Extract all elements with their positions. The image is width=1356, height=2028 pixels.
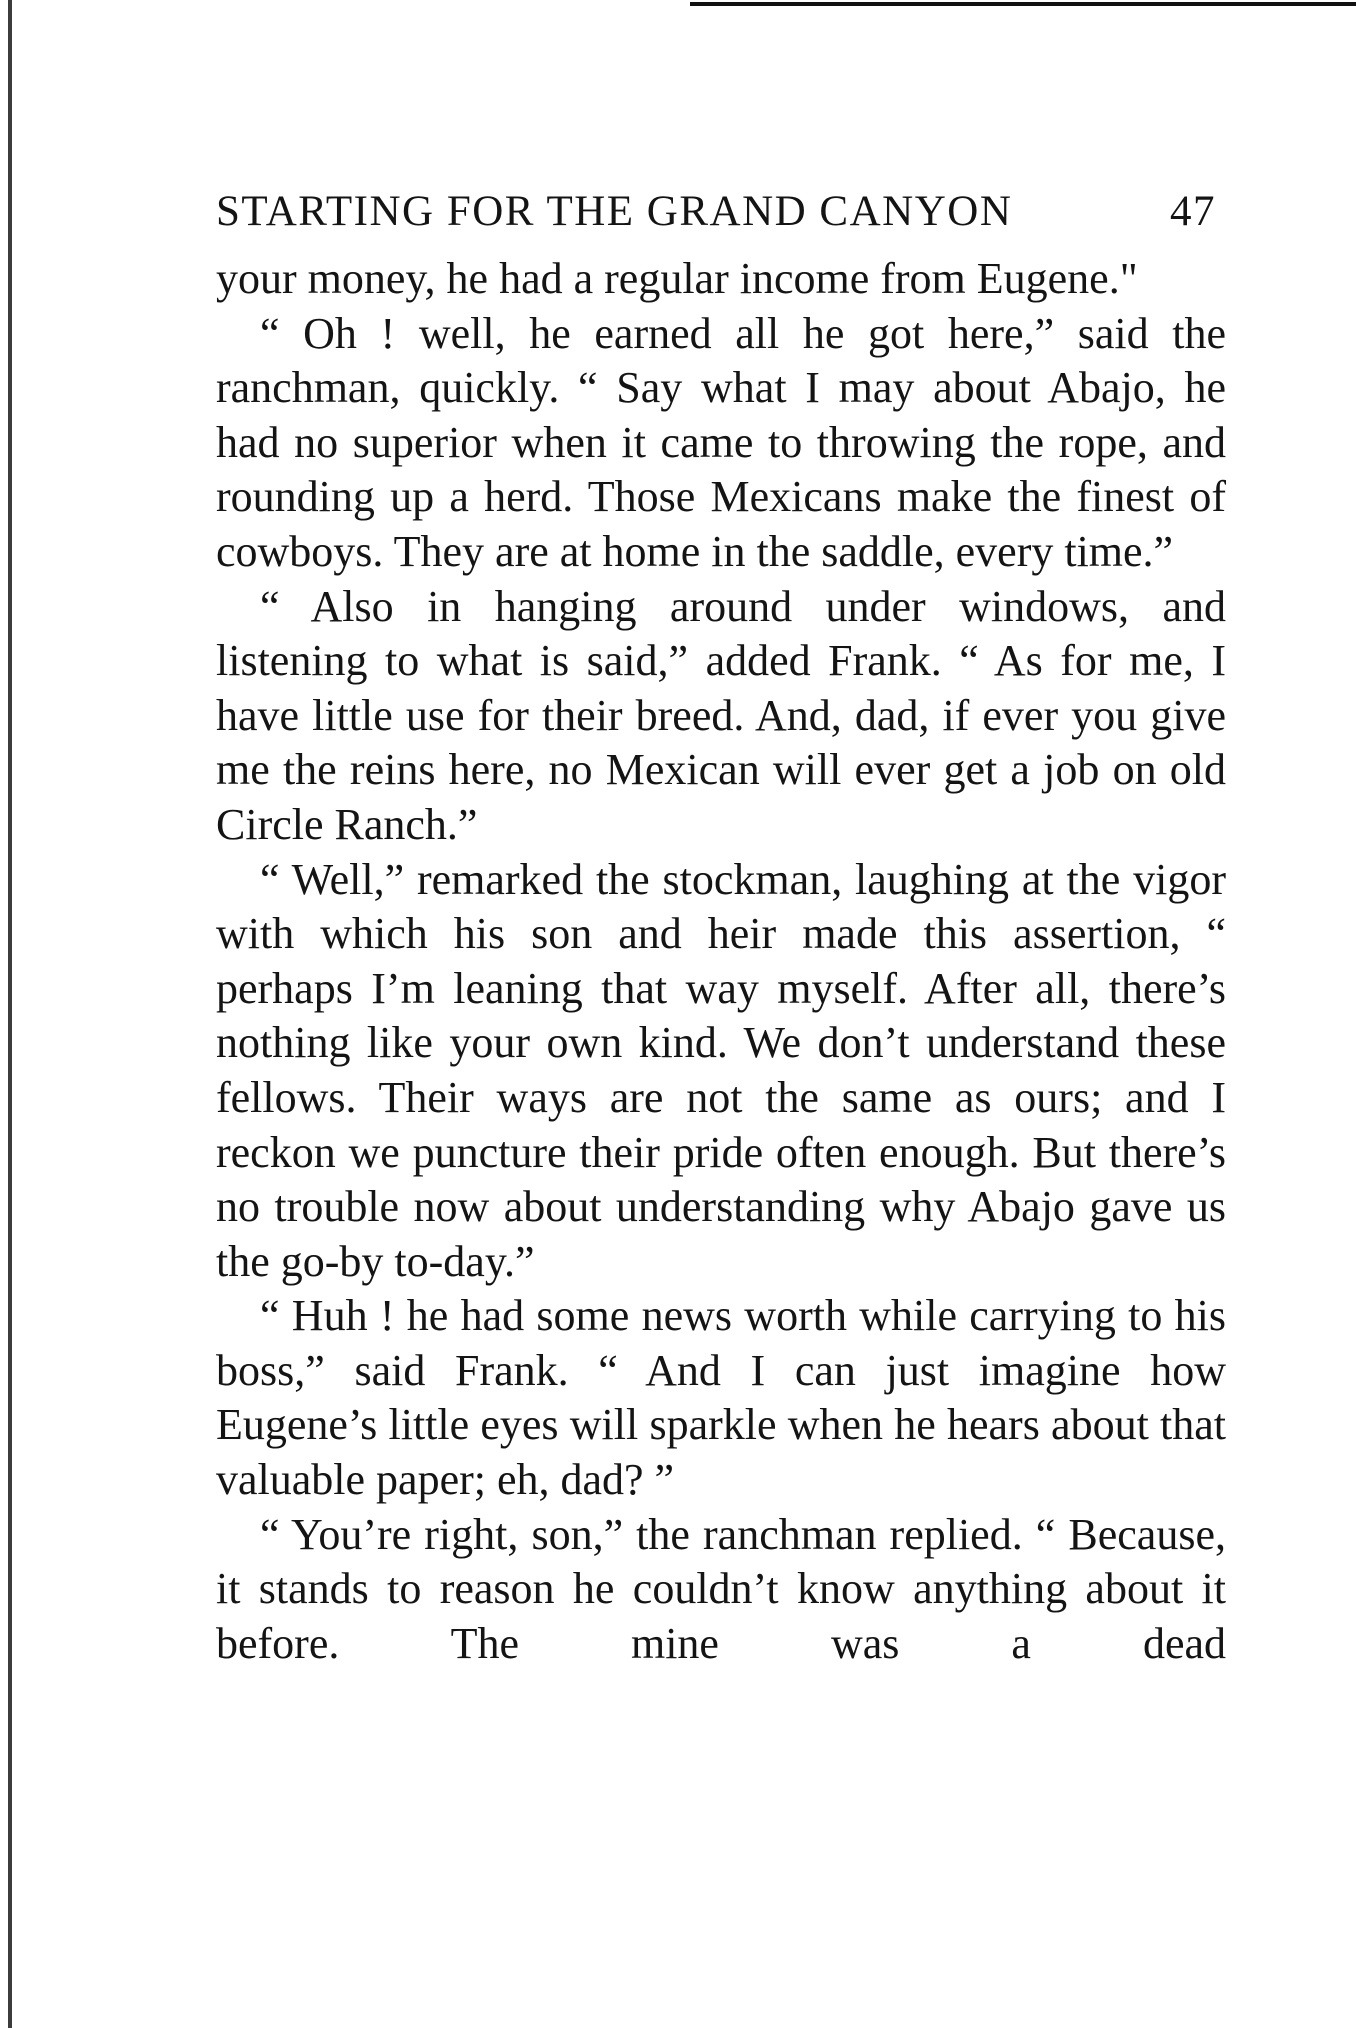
page-edge-shadow xyxy=(8,0,12,2028)
book-page xyxy=(216,180,1226,1671)
paragraph-4: “ Well,” remarked the stockman, laughing at the vigor with which his son and heir made this assertion, “ perhaps I’m leaning that way myself. After all, there’s nothing like your own kind. We don’t understand these fellows. Their ways are not the same as ours; and I reckon we puncture their pride often enough. But there’s no trouble now about understanding why Abajo gave us the go-by to-day.” xyxy=(216,854,1226,1286)
paragraph-3: “ Also in hanging around under windows, and listening to what is said,” added Frank. “ As for me, I have little use for their breed. And, dad, if ever you give me the reins here, no Mexican will ever get a job on old Circle Ranch.” xyxy=(216,581,1226,849)
page-number: 47 xyxy=(1170,188,1216,235)
paragraph-6: “ You’re right, son,” the ranchman replied. “ Because, it stands to reason he couldn’t know anything about it before. The mine was a dead xyxy=(216,1509,1226,1668)
body-text xyxy=(216,252,1226,1671)
running-head-title: STARTING FOR THE GRAND CANYON xyxy=(216,188,1013,235)
paragraph-2: “ Oh ! well, he earned all he got here,” said the ranchman, quickly. “ Say what I may about Abajo, he had no superior when it came to throwing the rope, and rounding up a herd. Those Mexicans make the finest of cowboys. They are at home in the saddle, every time.” xyxy=(216,308,1226,576)
paragraph-1: your money, he had a regular income from Eugene." xyxy=(216,254,1138,303)
paragraph-5: “ Huh ! he had some news worth while carrying to his boss,” said Frank. “ And I can just imagine how Eugene’s little eyes will sparkle when he hears about that valuable paper; eh, dad? ” xyxy=(216,1291,1226,1505)
running-head xyxy=(216,180,1226,244)
top-border-rule xyxy=(690,2,1356,6)
